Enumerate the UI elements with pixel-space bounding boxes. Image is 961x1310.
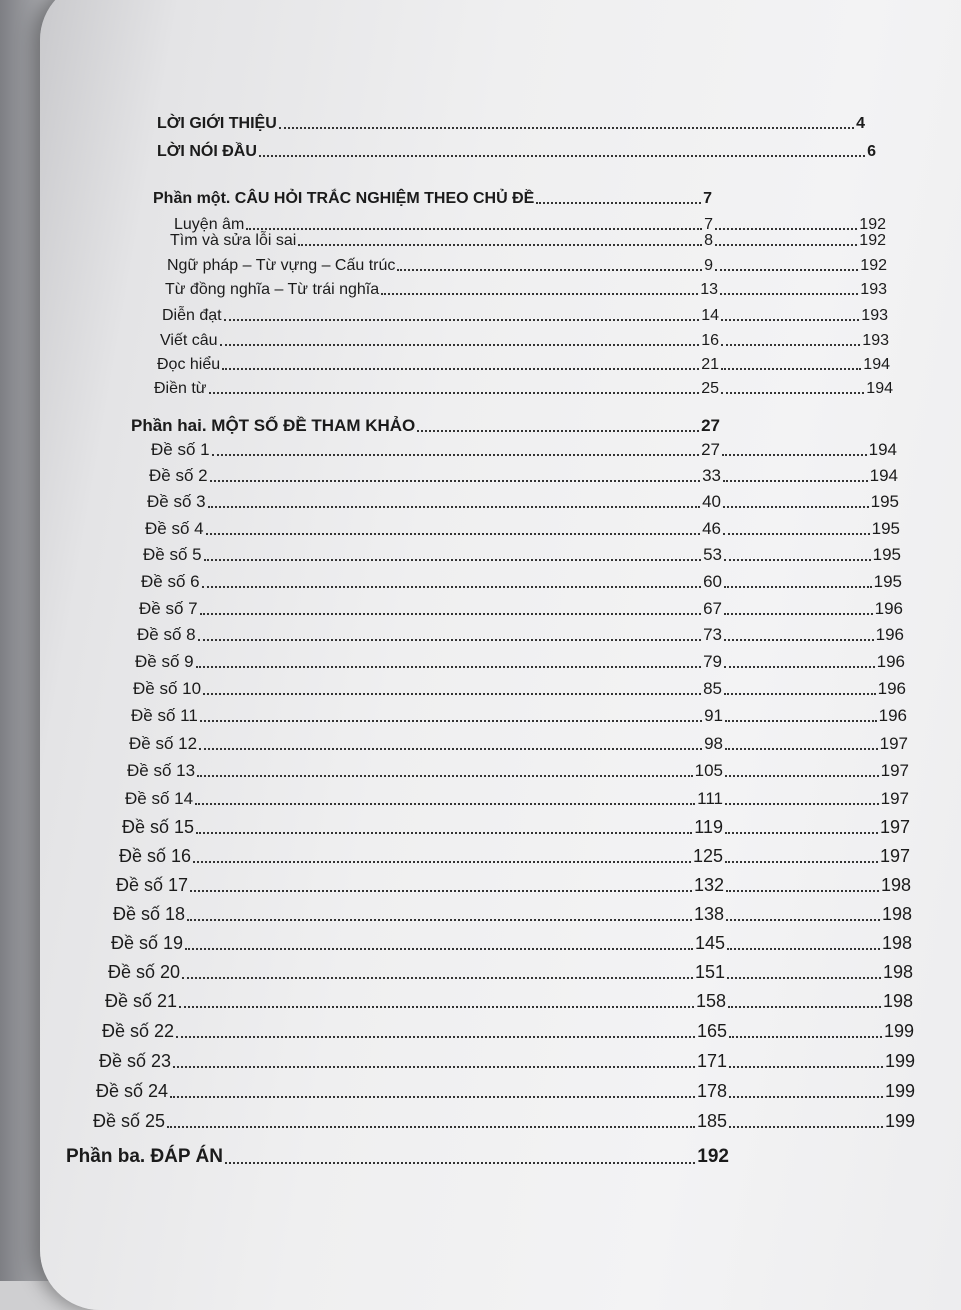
toc-entry-page: 105: [694, 761, 723, 780]
toc-entry-answer-page: 192: [859, 216, 886, 233]
toc-entry-answer-page: 198: [881, 904, 912, 924]
toc-entry-page: 33: [702, 466, 721, 485]
toc-entry-page: 125: [692, 846, 723, 866]
toc-entry-title: Đề số 23: [99, 1051, 172, 1071]
toc-leader-dots: [729, 1066, 883, 1068]
toc-entry-title: Đề số 11: [131, 706, 198, 725]
toc-entry-title: Đề số 9: [135, 652, 194, 671]
toc-leader-dots: [715, 244, 857, 246]
toc-entry: [131, 414, 720, 436]
toc-entry-answer-page: 196: [876, 652, 905, 671]
toc-leader-dots: [197, 775, 693, 777]
toc-leader-dots: [182, 977, 693, 979]
toc-entry-page: 21: [701, 356, 719, 373]
toc-entry-page: 8: [704, 232, 713, 249]
toc-entry-title: Đề số 8: [137, 625, 196, 644]
toc-entry-title: Đề số 1: [151, 440, 210, 459]
toc-entry-title: Đề số 17: [116, 875, 189, 895]
toc-entry: [127, 759, 909, 781]
toc-entry-title: Đề số 14: [125, 789, 194, 808]
toc-entry-title: Đề số 5: [143, 545, 202, 564]
toc-entry: [147, 490, 899, 512]
toc-entry-answer-page: 197: [879, 734, 908, 753]
toc-entry-page: 9: [704, 257, 713, 274]
toc-entry: [122, 816, 910, 838]
toc-entry-title: Diễn đạt: [162, 307, 222, 324]
toc-leader-dots: [729, 1036, 882, 1038]
toc-leader-dots: [720, 293, 858, 295]
toc-leader-dots: [204, 559, 701, 561]
toc-entry: [149, 464, 898, 486]
toc-leader-dots: [179, 1006, 694, 1008]
toc-entry-title: Đề số 24: [96, 1081, 169, 1101]
toc-entry-page: 4: [856, 115, 865, 132]
toc-entry: [157, 139, 876, 161]
toc-leader-dots: [729, 1096, 883, 1098]
toc-entry-page: 165: [696, 1021, 727, 1041]
toc-entry-page: 46: [702, 519, 721, 538]
toc-entry-answer-page: 192: [860, 257, 887, 274]
toc-entry-answer-page: 197: [880, 789, 909, 808]
toc-leader-dots: [195, 803, 695, 805]
toc-entry-answer-page: 198: [881, 933, 912, 953]
toc-entry-answer-page: 199: [884, 1111, 915, 1131]
toc-entry: [137, 623, 904, 645]
toc-entry-answer-page: 196: [878, 706, 907, 725]
toc-entry: [116, 874, 911, 896]
toc-entry: [125, 787, 909, 809]
toc-leader-dots: [721, 344, 860, 346]
toc-entry: [105, 990, 913, 1012]
toc-leader-dots: [209, 392, 700, 394]
toc-entry-title: Ngữ pháp – Từ vựng – Cấu trúc: [167, 257, 396, 274]
toc-entry-answer-page: 197: [879, 817, 910, 837]
toc-entry-answer-page: 198: [882, 962, 913, 982]
toc-entry-page: 98: [704, 734, 723, 753]
toc-entry-page: 7: [703, 190, 712, 207]
toc-entry-page: 60: [703, 572, 722, 591]
toc-entry: [162, 303, 888, 325]
toc-entry-page: 40: [702, 492, 721, 511]
toc-entry: [102, 1020, 914, 1042]
toc-entry-answer-page: 193: [861, 307, 888, 324]
toc-entry-answer-page: 194: [868, 440, 897, 459]
toc-entry-title: Đề số 21: [105, 991, 178, 1011]
toc-leader-dots: [397, 269, 702, 271]
toc-leader-dots: [715, 269, 858, 271]
toc-entry-page: 25: [701, 380, 719, 397]
toc-entry-answer-page: 196: [877, 679, 906, 698]
toc-entry-title: Đề số 18: [113, 904, 186, 924]
toc-entry: [143, 543, 901, 565]
toc-leader-dots: [725, 720, 877, 722]
toc-entry-answer-page: 197: [880, 761, 909, 780]
toc-entry-answer-page: 194: [863, 356, 890, 373]
toc-leader-dots: [208, 506, 700, 508]
toc-entry-page: 132: [693, 875, 724, 895]
toc-entry: [141, 570, 902, 592]
toc-entry-answer-page: 198: [882, 991, 913, 1011]
toc-entry-title: Đề số 12: [129, 734, 198, 753]
toc-leader-dots: [173, 1066, 695, 1068]
toc-entry-title: Đề số 15: [122, 817, 195, 837]
toc-leader-dots: [200, 720, 702, 722]
toc-entry-title: Đề số 6: [141, 572, 200, 591]
toc-leader-dots: [536, 202, 701, 204]
toc-leader-dots: [725, 832, 878, 834]
toc-entry: [131, 704, 907, 726]
toc-leader-dots: [200, 613, 701, 615]
toc-entry-title: Đề số 10: [133, 679, 202, 698]
toc-leader-dots: [190, 890, 692, 892]
toc-entry: [113, 903, 912, 925]
toc-entry-title: Tìm và sửa lỗi sai: [170, 232, 297, 249]
toc-entry-page: 192: [697, 1146, 729, 1167]
toc-entry: [111, 932, 912, 954]
toc-entry-page: 79: [703, 652, 722, 671]
toc-entry: [165, 277, 887, 299]
toc-leader-dots: [725, 775, 879, 777]
toc-entry-answer-page: 192: [859, 232, 886, 249]
toc-entry-page: 138: [693, 904, 724, 924]
toc-entry-title: Viết câu: [160, 332, 218, 349]
toc-entry: [93, 1110, 915, 1132]
toc-leader-dots: [212, 454, 699, 456]
toc-entry: [145, 517, 900, 539]
toc-leader-dots: [721, 392, 864, 394]
toc-entry-answer-page: 195: [871, 519, 900, 538]
toc-entry-title: Phần ba. ĐÁP ÁN: [66, 1146, 223, 1167]
toc-entry-answer-page: 199: [884, 1081, 915, 1101]
toc-leader-dots: [176, 1036, 695, 1038]
toc-entry-page: 178: [696, 1081, 727, 1101]
toc-entry: [66, 1146, 729, 1168]
toc-entry-answer-page: 198: [880, 875, 911, 895]
toc-entry: [160, 328, 889, 350]
toc-entry: [96, 1080, 915, 1102]
toc-leader-dots: [203, 693, 701, 695]
toc-entry-title: Từ đồng nghĩa – Từ trái nghĩa: [165, 281, 380, 298]
toc-entry-page: 67: [703, 599, 722, 618]
toc-leader-dots: [198, 639, 701, 641]
toc-leader-dots: [729, 1126, 883, 1128]
toc-entry-title: Đề số 3: [147, 492, 206, 511]
toc-entry: [170, 228, 886, 250]
toc-entry-answer-page: 195: [873, 572, 902, 591]
toc-entry: [154, 376, 893, 398]
toc-leader-dots: [725, 803, 879, 805]
toc-entry-answer-page: 196: [875, 625, 904, 644]
toc-leader-dots: [727, 977, 881, 979]
toc-entry-answer-page: 193: [862, 332, 889, 349]
toc-entry: [157, 352, 890, 374]
toc-leader-dots: [222, 368, 699, 370]
toc-entry-page: 73: [703, 625, 722, 644]
toc-leader-dots: [721, 319, 859, 321]
toc-entry-page: 91: [704, 706, 723, 725]
toc-entry: [108, 961, 913, 983]
toc-entry-title: Đề số 22: [102, 1021, 175, 1041]
toc-entry-title: Đề số 20: [108, 962, 181, 982]
toc-entry-title: Đề số 7: [139, 599, 198, 618]
toc-entry-page: 85: [703, 679, 722, 698]
toc-leader-dots: [210, 480, 700, 482]
toc-leader-dots: [722, 454, 867, 456]
toc-leader-dots: [724, 693, 876, 695]
toc-entry-page: 16: [701, 332, 719, 349]
toc-entry: [129, 732, 908, 754]
toc-entry: [119, 845, 910, 867]
toc-leader-dots: [725, 861, 878, 863]
toc-entry-page: 14: [701, 307, 719, 324]
toc-entry-title: Đề số 4: [145, 519, 204, 538]
toc-leader-dots: [224, 319, 700, 321]
toc-leader-dots: [185, 948, 693, 950]
toc-entry-answer-page: 199: [884, 1051, 915, 1071]
toc-leader-dots: [723, 533, 870, 535]
toc-leader-dots: [193, 861, 691, 863]
toc-entry-page: 185: [696, 1111, 727, 1131]
toc-entry-answer-page: 194: [866, 380, 893, 397]
toc-entry: [133, 677, 906, 699]
toc-leader-dots: [196, 666, 701, 668]
toc-entry-answer-page: 196: [874, 599, 903, 618]
toc-entry: [157, 111, 865, 133]
toc-leader-dots: [724, 639, 874, 641]
toc-entry-title: Đề số 25: [93, 1111, 166, 1131]
toc-entry-title: Điền từ: [154, 380, 207, 397]
toc-entry-title: Đề số 19: [111, 933, 184, 953]
toc-entry: [139, 597, 903, 619]
toc-entry-answer-page: 197: [879, 846, 910, 866]
toc-leader-dots: [170, 1096, 695, 1098]
toc-entry-page: 158: [695, 991, 726, 1011]
toc-leader-dots: [206, 533, 700, 535]
toc-entry: [167, 253, 887, 275]
toc-leader-dots: [202, 586, 701, 588]
toc-leader-dots: [724, 666, 875, 668]
toc-leader-dots: [417, 430, 699, 432]
toc-entry-title: LỜI GIỚI THIỆU: [157, 115, 277, 132]
toc-entry-title: Đề số 13: [127, 761, 196, 780]
toc-leader-dots: [225, 1162, 695, 1164]
toc-leader-dots: [381, 293, 698, 295]
toc-leader-dots: [724, 586, 872, 588]
toc-entry-answer-page: 194: [869, 466, 898, 485]
toc-entry-title: Phần hai. MỘT SỐ ĐỀ THAM KHẢO: [131, 416, 416, 435]
toc-leader-dots: [723, 506, 869, 508]
toc-entry-page: 27: [701, 440, 720, 459]
toc-leader-dots: [721, 368, 861, 370]
toc-leader-dots: [259, 155, 865, 157]
toc-leader-dots: [726, 890, 879, 892]
toc-leader-dots: [724, 559, 871, 561]
toc-entry-title: Luyện âm: [174, 216, 245, 233]
toc-leader-dots: [196, 832, 692, 834]
toc-entry-answer-page: 195: [870, 492, 899, 511]
toc-entry-page: 145: [694, 933, 725, 953]
toc-leader-dots: [279, 127, 854, 129]
toc-leader-dots: [723, 480, 868, 482]
toc-entry-page: 13: [700, 281, 718, 298]
toc-entry: [153, 186, 712, 208]
toc-entry-title: Đọc hiểu: [157, 356, 221, 373]
toc-entry-page: 111: [697, 789, 723, 808]
toc-leader-dots: [724, 613, 873, 615]
toc-entry-page: 7: [704, 216, 713, 233]
toc-entry-page: 171: [696, 1051, 727, 1071]
toc-entry-page: 53: [703, 545, 722, 564]
toc-entry: [99, 1050, 915, 1072]
toc-entry-page: 119: [694, 817, 723, 837]
toc-entry-title: Phần một. CÂU HỎI TRẮC NGHIỆM THEO CHỦ ĐỀ: [153, 190, 535, 207]
toc-leader-dots: [298, 244, 702, 246]
toc-leader-dots: [220, 344, 700, 346]
toc-leader-dots: [728, 1006, 881, 1008]
toc-entry-title: LỜI NÓI ĐẦU: [157, 143, 257, 160]
toc-entry-answer-page: 193: [860, 281, 887, 298]
toc-leader-dots: [167, 1126, 695, 1128]
toc-entry-answer-page: 195: [872, 545, 901, 564]
toc-entry-page: 27: [701, 416, 720, 435]
toc-entry: [151, 438, 897, 460]
toc-entry-title: Đề số 2: [149, 466, 208, 485]
toc-leader-dots: [726, 919, 880, 921]
toc-leader-dots: [187, 919, 692, 921]
toc-leader-dots: [199, 748, 702, 750]
toc-entry-page: 151: [694, 962, 725, 982]
toc-leader-dots: [725, 748, 878, 750]
toc-entry-title: Đề số 16: [119, 846, 192, 866]
toc-entry: [135, 650, 905, 672]
toc-leader-dots: [727, 948, 880, 950]
toc-entry-answer-page: 199: [883, 1021, 914, 1041]
toc-entry-page: 6: [867, 143, 876, 160]
